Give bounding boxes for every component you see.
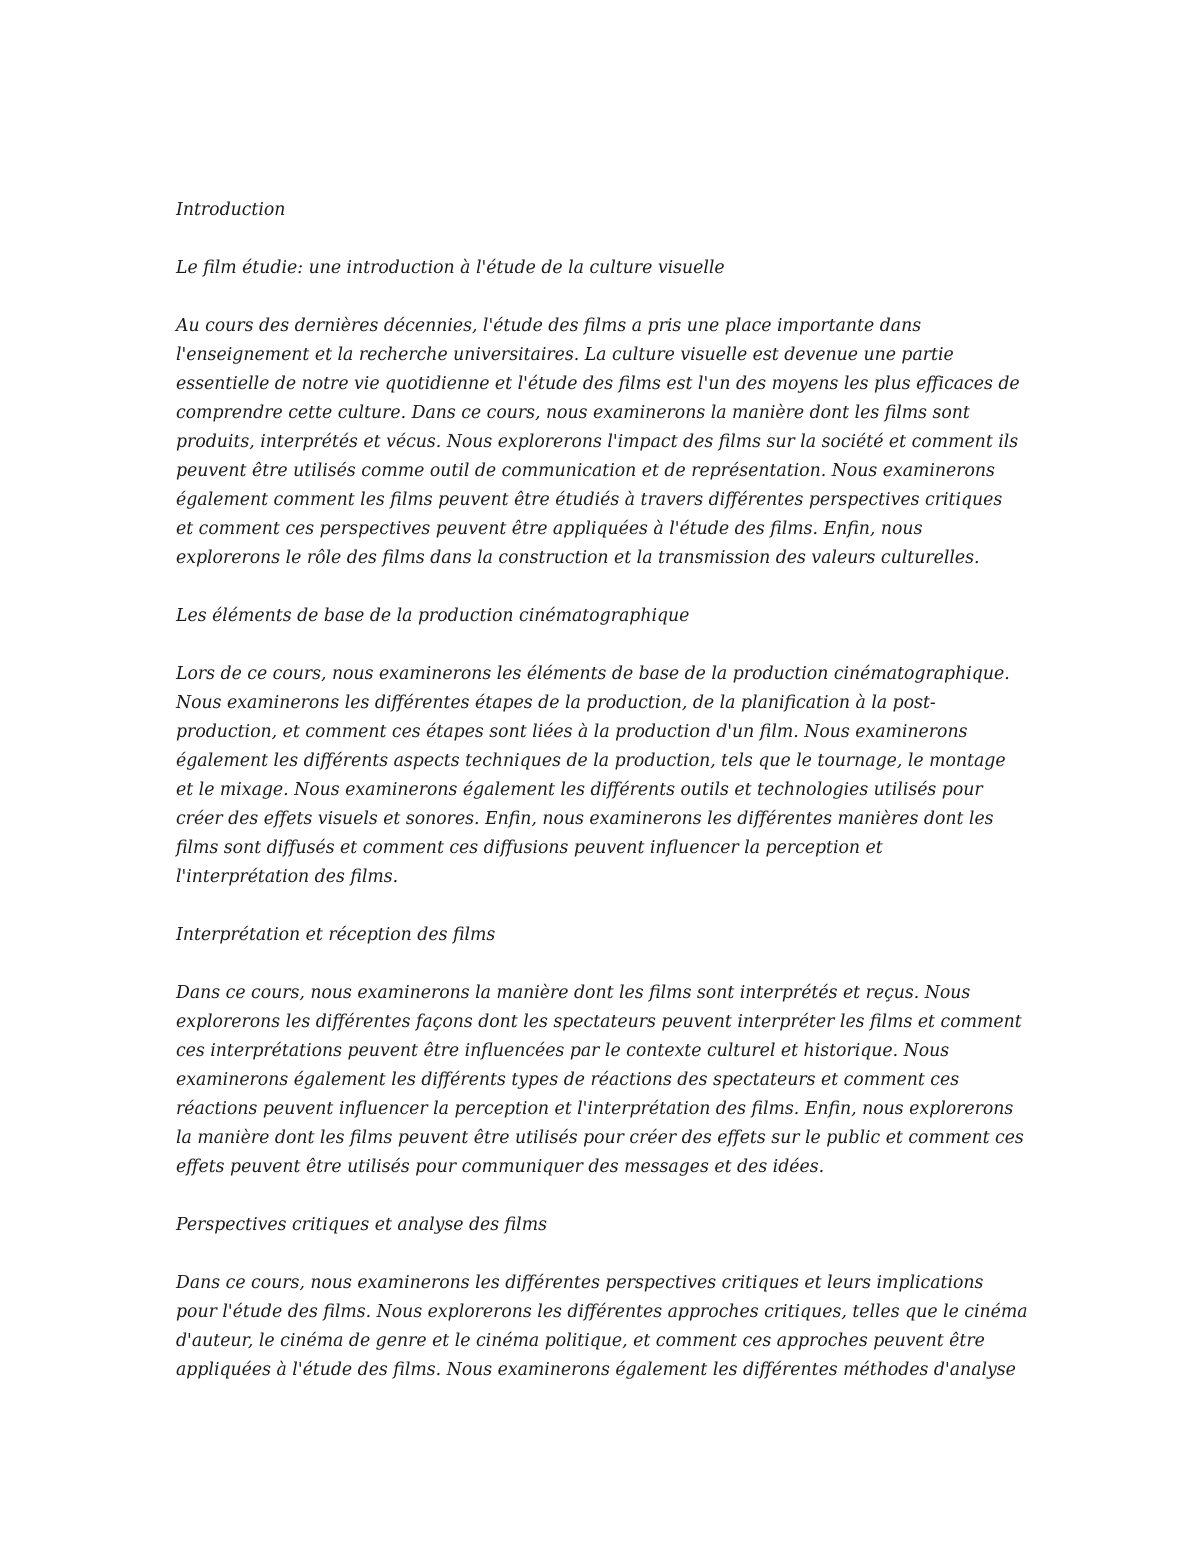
paragraph-line: ces interprétations peuvent être influencées par le contexte culturel et historique. Nous (176, 1041, 950, 1061)
paragraph-line: pour l'étude des films. Nous explorerons les différentes approches critiques, telles que le cinéma (176, 1302, 1028, 1322)
paragraph-line: films sont diffusés et comment ces diffusions peuvent influencer la perception et (176, 838, 883, 858)
paragraph-line: d'auteur, le cinéma de genre et le cinéma politique, et comment ces approches peuvent être (176, 1331, 985, 1351)
section-heading-production: Les éléments de base de la production cinématographique (176, 606, 690, 626)
paragraph-4 (176, 1269, 1026, 1385)
paragraph-line: Dans ce cours, nous examinerons les différentes perspectives critiques et leurs implications (176, 1273, 984, 1293)
paragraph-line: et le mixage. Nous examinerons également les différents outils et technologies utilisés pour (176, 780, 983, 800)
paragraph-line: essentielle de notre vie quotidienne et l'étude des films est l'un des moyens les plus efficaces de (176, 374, 1020, 394)
paragraph-line: Nous examinerons les différentes étapes de la production, de la planification à la post- (176, 693, 936, 713)
document-subtitle: Le film étudie: une introduction à l'étude de la culture visuelle (176, 258, 725, 278)
paragraph-line: également les différents aspects techniques de la production, tels que le tournage, le montage (176, 751, 1006, 771)
paragraph-line: effets peuvent être utilisés pour communiquer des messages et des idées. (176, 1157, 825, 1177)
paragraph-line: réactions peuvent influencer la perception et l'interprétation des films. Enfin, nous explorerons (176, 1099, 1014, 1119)
paragraph-2 (176, 660, 1026, 892)
paragraph-line: créer des effets visuels et sonores. Enfin, nous examinerons les différentes manières dont les (176, 809, 994, 829)
paragraph-line: examinerons également les différents types de réactions des spectateurs et comment ces (176, 1070, 960, 1090)
paragraph-line: l'enseignement et la recherche universitaires. La culture visuelle est devenue une partie (176, 345, 954, 365)
paragraph-line: comprendre cette culture. Dans ce cours, nous examinerons la manière dont les films sont (176, 403, 970, 423)
section-heading-interpretation: Interprétation et réception des films (176, 925, 496, 945)
paragraph-line: Lors de ce cours, nous examinerons les éléments de base de la production cinématographique. (176, 664, 1010, 684)
paragraph-1 (176, 312, 1026, 573)
paragraph-line: la manière dont les films peuvent être utilisés pour créer des effets sur le public et comment ces (176, 1128, 1024, 1148)
paragraph-line: peuvent être utilisés comme outil de communication et de représentation. Nous examinerons (176, 461, 995, 481)
paragraph-line: explorerons les différentes façons dont les spectateurs peuvent interpréter les films et comment (176, 1012, 1022, 1032)
paragraph-line: Dans ce cours, nous examinerons la manière dont les films sont interprétés et reçus. Nous (176, 983, 971, 1003)
paragraph-line: et comment ces perspectives peuvent être appliquées à l'étude des films. Enfin, nous (176, 519, 923, 539)
paragraph-line: l'interprétation des films. (176, 867, 399, 887)
paragraph-line: production, et comment ces étapes sont liées à la production d'un film. Nous examinerons (176, 722, 968, 742)
paragraph-line: Au cours des dernières décennies, l'étude des films a pris une place importante dans (176, 316, 922, 336)
paragraph-3 (176, 979, 1026, 1182)
paragraph-line: appliquées à l'étude des films. Nous examinerons également les différentes méthodes d'analyse (176, 1360, 1016, 1380)
paragraph-line: produits, interprétés et vécus. Nous explorerons l'impact des films sur la société et comment ils (176, 432, 1019, 452)
document-page (176, 196, 1026, 1414)
intro-label: Introduction (176, 200, 286, 220)
section-heading-perspectives: Perspectives critiques et analyse des films (176, 1215, 547, 1235)
paragraph-line: également comment les films peuvent être étudiés à travers différentes perspectives critiques (176, 490, 1003, 510)
paragraph-line: explorerons le rôle des films dans la construction et la transmission des valeurs culturelles. (176, 548, 980, 568)
